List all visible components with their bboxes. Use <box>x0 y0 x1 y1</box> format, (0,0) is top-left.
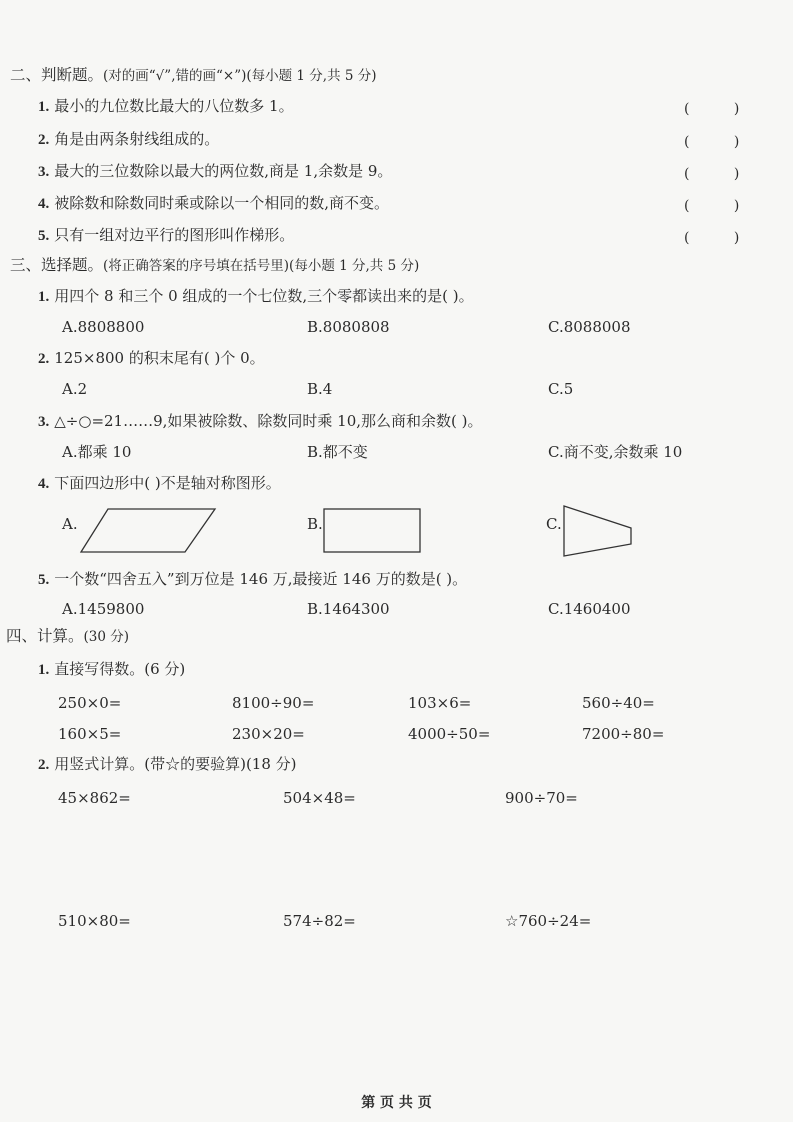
choice-option[interactable]: A. <box>62 515 78 533</box>
section3-title: 三、选择题。 <box>10 256 104 274</box>
oral-calc-item: 160×5= <box>58 725 122 743</box>
question-number: 5. <box>38 572 50 588</box>
question-number: 2. <box>38 351 50 367</box>
oral-calc-item: 103×6= <box>408 694 472 712</box>
question-text: 一个数“四舍五入”到万位是 146 万,最接近 146 万的数是( )。 <box>54 570 468 588</box>
question-number: 1. <box>38 289 50 305</box>
choice-option[interactable]: A.8808800 <box>62 318 145 336</box>
choice-option[interactable]: B.都不变 <box>307 443 368 461</box>
item-number: 2. <box>38 132 50 148</box>
choice-question <box>38 412 483 431</box>
vertical-calc-item: 504×48= <box>283 789 356 807</box>
item-text: 最大的三位数除以最大的两位数,商是 1,余数是 9。 <box>54 162 393 180</box>
oral-calc-item: 4000÷50= <box>408 725 491 743</box>
part1-number: 1. <box>38 662 50 678</box>
choice-option[interactable]: C.5 <box>548 380 574 398</box>
item-text: 只有一组对边平行的图形叫作梯形。 <box>54 226 295 244</box>
answer-blank: ( ) <box>684 230 740 246</box>
choice-option[interactable]: A.2 <box>62 380 88 398</box>
section2-note: (对的画“√”,错的画“×”)(每小题 1 分,共 5 分) <box>103 68 377 84</box>
vertical-calc-item: 45×862= <box>58 789 131 807</box>
question-text: △÷○=21……9,如果被除数、除数同时乘 10,那么商和余数( )。 <box>54 412 483 430</box>
vertical-calc-item: ☆760÷24= <box>505 912 592 930</box>
judgment-item <box>38 226 294 245</box>
oral-calc-item: 250×0= <box>58 694 122 712</box>
choice-option[interactable]: A.都乘 10 <box>62 443 132 461</box>
item-number: 1. <box>38 99 50 115</box>
vertical-calc-item: 574÷82= <box>283 912 356 930</box>
item-text: 最小的九位数比最大的八位数多 1。 <box>54 97 294 115</box>
judgment-item <box>38 162 392 181</box>
item-text: 角是由两条射线组成的。 <box>54 130 220 148</box>
section3-note: (将正确答案的序号填在括号里)(每小题 1 分,共 5 分) <box>103 258 420 274</box>
choice-question <box>38 349 265 368</box>
choice-option[interactable]: C.商不变,余数乘 10 <box>548 443 683 461</box>
question-number: 4. <box>38 476 50 492</box>
shape-rectangle <box>321 506 425 556</box>
page-footer: 第 页 共 页 <box>361 1095 432 1111</box>
shape-parallelogram <box>78 506 228 556</box>
choice-question <box>38 287 474 306</box>
choice-option[interactable]: C.8088008 <box>548 318 631 336</box>
judgment-item <box>38 130 219 149</box>
choice-option[interactable]: B. <box>307 515 323 533</box>
judgment-item <box>38 194 389 213</box>
vertical-calc-item: 510×80= <box>58 912 131 930</box>
choice-option[interactable]: B.4 <box>307 380 333 398</box>
vertical-calc-item: 900÷70= <box>505 789 578 807</box>
item-number: 3. <box>38 164 50 180</box>
answer-blank: ( ) <box>684 166 740 182</box>
choice-option[interactable]: B.1464300 <box>307 600 390 618</box>
choice-option[interactable]: C.1460400 <box>548 600 631 618</box>
choice-option[interactable]: B.8080808 <box>307 318 390 336</box>
item-number: 4. <box>38 196 50 212</box>
answer-blank: ( ) <box>684 101 740 117</box>
oral-calc-item: 8100÷90= <box>232 694 315 712</box>
answer-blank: ( ) <box>684 198 740 214</box>
oral-calc-item: 560÷40= <box>582 694 655 712</box>
section4-header <box>6 627 129 646</box>
section4-note: (30 分) <box>83 629 130 645</box>
section2-header <box>10 66 377 85</box>
shape-trapezoid <box>560 503 636 559</box>
section3-header <box>10 256 419 275</box>
choice-question <box>38 570 467 589</box>
question-number: 3. <box>38 414 50 430</box>
question-text: 用四个 8 和三个 0 组成的一个七位数,三个零都读出来的是( )。 <box>54 287 474 305</box>
part2-text: 用竖式计算。(带☆的要验算)(18 分) <box>54 755 297 773</box>
oral-calc-item: 7200÷80= <box>582 725 665 743</box>
part1-heading <box>38 660 185 679</box>
question-text: 125×800 的积末尾有( )个 0。 <box>54 349 265 367</box>
section4-title: 四、计算。 <box>6 627 84 645</box>
judgment-item <box>38 97 294 116</box>
answer-blank: ( ) <box>684 134 740 150</box>
oral-calc-item: 230×20= <box>232 725 305 743</box>
choice-option[interactable]: C. <box>546 515 562 533</box>
item-text: 被除数和除数同时乘或除以一个相同的数,商不变。 <box>54 194 390 212</box>
question-text: 下面四边形中( )不是轴对称图形。 <box>54 474 281 492</box>
part2-heading <box>38 755 297 774</box>
section2-title: 二、判断题。 <box>10 66 104 84</box>
part2-number: 2. <box>38 757 50 773</box>
item-number: 5. <box>38 228 50 244</box>
part1-text: 直接写得数。(6 分) <box>54 660 186 678</box>
choice-question <box>38 474 281 493</box>
choice-option[interactable]: A.1459800 <box>62 600 145 618</box>
